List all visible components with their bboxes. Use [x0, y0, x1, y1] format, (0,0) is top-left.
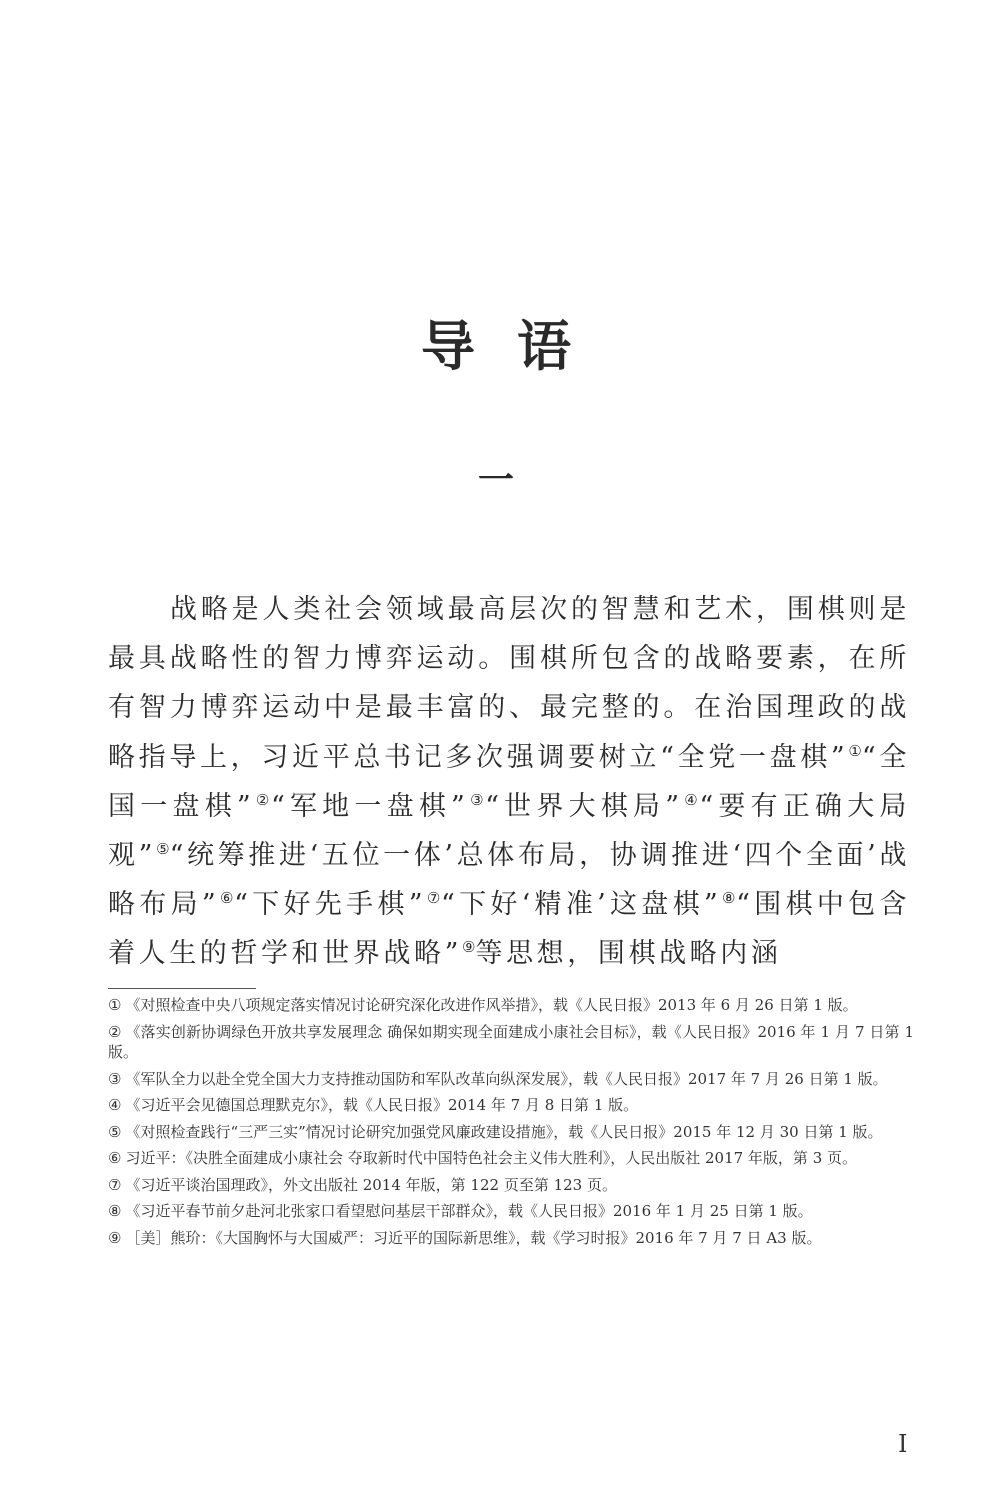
footnote-mark: ⑥: [108, 1149, 122, 1167]
footnote-mark: ④: [108, 1096, 122, 1114]
footnote-reference[interactable]: ⑧: [721, 889, 737, 908]
footnote-text: 《习近平会见德国总理默克尔》，载《人民日报》2014 年 7 月 8 日第 1 版。: [125, 1096, 639, 1114]
footnote-reference[interactable]: ⑥: [219, 889, 235, 908]
footnote-mark: ③: [108, 1069, 122, 1088]
body-text-run: “围棋中包含着人生的哲学和世界战略”: [108, 889, 911, 970]
footnote-divider: [108, 988, 256, 989]
section-number: 一: [477, 460, 514, 501]
footnote-mark: ⑨: [108, 1228, 122, 1247]
footnote-text: 《军队全力以赴全党全国大力支持推动国防和军队改革向纵深发展》，载《人民日报》2017 年 7 月 26 日第 1 版。: [125, 1069, 888, 1088]
page-number: I: [898, 1430, 908, 1458]
body-text-run: “世界大棋局”: [485, 790, 683, 822]
footnote-reference[interactable]: ⑨: [462, 938, 476, 957]
footnote: [108, 1069, 914, 1090]
body-paragraph: [108, 585, 910, 979]
footnotes: [108, 995, 914, 1254]
footnote: [108, 1175, 914, 1196]
footnote: [108, 1122, 914, 1143]
footnote: [108, 1022, 914, 1063]
footnote: [108, 1228, 914, 1249]
body-text-run: “统筹推进‘五位一体’总体布局，协调推进‘四个全面’战略布局”: [108, 840, 910, 921]
footnote-reference[interactable]: ⑤: [156, 840, 170, 859]
chapter-title: 导语: [421, 315, 613, 378]
footnote: [108, 995, 914, 1016]
footnote-mark: ⑧: [108, 1202, 122, 1220]
footnote-mark: ⑦: [108, 1175, 122, 1194]
footnote-text: 《落实创新协调绿色开放共享发展理念 确保如期实现全面建成小康社会目标》，载《人民日报》2016 年 1 月 7 日第 1 版。: [108, 1022, 914, 1061]
body-text-run: “下好‘精准’这盘棋”: [440, 889, 722, 921]
footnote-reference[interactable]: ⑦: [426, 889, 441, 908]
footnote-mark: ①: [108, 996, 122, 1014]
footnote-text: 《对照检查中央八项规定落实情况讨论研究深化改进作风举措》，载《人民日报》2013 年 6 月 26 日第 1 版。: [125, 996, 858, 1014]
footnote-reference[interactable]: ④: [682, 790, 700, 809]
body-text-run: “下好先手棋”: [234, 889, 427, 921]
body-text-run: 等思想，围棋战略内涵: [475, 938, 782, 970]
body-text-run: “军地一盘棋”: [270, 790, 469, 822]
footnote-text: 习近平：《决胜全面建成小康社会 夺取新时代中国特色社会主义伟大胜利》，人民出版社 2017 年版，第 3 页。: [125, 1149, 858, 1167]
footnote: [108, 1148, 914, 1169]
footnote-text: 《习近平谈治国理政》，外文出版社 2014 年版，第 122 页至第 123 页。: [125, 1175, 617, 1194]
footnote-reference[interactable]: ③: [468, 790, 486, 809]
footnote-text: 《对照检查践行“三严三实”情况讨论研究加强党风廉政建设措施》，载《人民日报》2015 年 12 月 30 日第 1 版。: [125, 1122, 883, 1141]
body-text-run: 战略是人类社会领域最高层次的智慧和艺术，围棋则是最具战略性的智力博弈运动。围棋所包含的战略要素，在所有智力博弈运动中是最丰富的、最完整的。在治国理政的战略指导上，习近平总书记多次强调要树立“全党一盘棋”: [108, 594, 910, 773]
footnote-mark: ⑤: [108, 1122, 122, 1141]
footnote-reference[interactable]: ①: [848, 741, 862, 760]
body-text-run: “要有正确大局观”: [108, 790, 911, 872]
footnote: [108, 1201, 914, 1222]
body-text-run: “全国一盘棋”: [108, 741, 910, 822]
footnote: [108, 1095, 914, 1116]
footnote-text: 《习近平春节前夕赴河北张家口看望慰问基层干部群众》，载《人民日报》2016 年 1 月 25 日第 1 版。: [125, 1202, 813, 1220]
footnote-mark: ②: [108, 1022, 122, 1041]
footnote-reference[interactable]: ②: [254, 790, 271, 809]
footnote-text: ［美］熊玠：《大国胸怀与大国威严：习近平的国际新思维》，载《学习时报》2016 年 7 月 7 日 A3 版。: [125, 1228, 822, 1247]
